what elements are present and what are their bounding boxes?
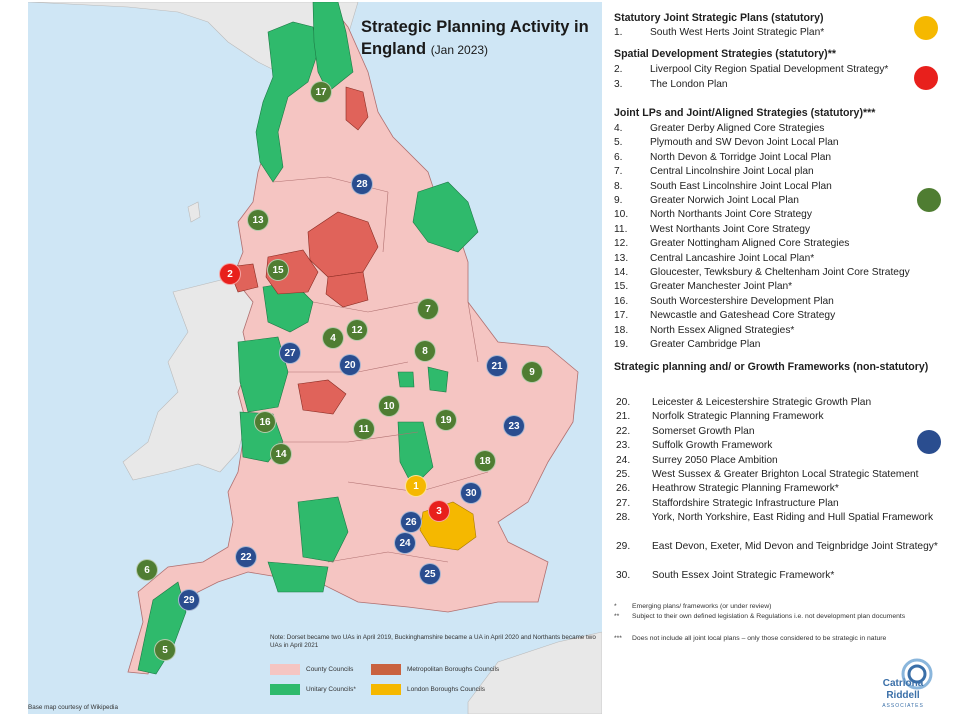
- map-title-main: Strategic Planning Activity in England: [361, 18, 589, 58]
- list-item: [616, 439, 956, 453]
- map-marker: 11: [353, 418, 375, 440]
- list-item-text: Greater Norwich Joint Local Plan: [650, 195, 799, 206]
- map-marker: 4: [322, 327, 344, 349]
- key-dot-green: [917, 188, 941, 212]
- list-item-text: South Essex Joint Strategic Framework*: [652, 569, 835, 581]
- map-marker: 29: [178, 589, 200, 611]
- list-item: [614, 208, 954, 222]
- key-dot-yellow: [914, 16, 938, 40]
- list-item-num: 24.: [616, 454, 631, 466]
- list-item-num: 22.: [616, 425, 631, 437]
- list-item-text: East Devon, Exeter, Mid Devon and Teignbridge Joint Strategy*: [652, 541, 938, 552]
- legend-unitary: [270, 684, 356, 695]
- wales-landmass: [123, 277, 253, 480]
- map-marker: 15: [267, 259, 289, 281]
- list-item: [616, 425, 956, 439]
- list-item-num: 26.: [616, 483, 631, 495]
- company-logo: [857, 656, 949, 718]
- map-title: [361, 16, 593, 61]
- footnote-mark: ***: [614, 635, 622, 642]
- map-marker: 10: [378, 395, 400, 417]
- list-item: [614, 26, 914, 40]
- list-item-num: 17.: [614, 310, 629, 322]
- list-item: [614, 165, 954, 179]
- list-item-text: Greater Manchester Joint Plan*: [650, 281, 793, 293]
- list-item-text: North Northants Joint Core Strategy: [650, 209, 812, 221]
- legend-swatch-unitary: [270, 684, 300, 695]
- map-panel: [28, 2, 602, 714]
- map-marker: 25: [419, 563, 441, 585]
- map-marker: 1: [405, 475, 427, 497]
- list-item: [616, 396, 956, 410]
- map-marker: 16: [254, 411, 276, 433]
- isle-of-man: [188, 202, 200, 222]
- list-item: [616, 468, 956, 482]
- legend-swatch-london: [371, 684, 401, 695]
- list-item-text: South West Herts Joint Strategic Plan*: [650, 27, 825, 38]
- list-item-num: 11.: [614, 223, 628, 235]
- list-item-text: Greater Derby Aligned Core Strategies: [650, 123, 825, 134]
- list-item-num: 12.: [614, 238, 629, 250]
- list-item-text: Staffordshire Strategic Infrastructure Plan: [652, 497, 839, 509]
- list-item-text: York, North Yorkshire, East Riding and Hull Spatial Framework: [652, 512, 934, 524]
- list-item-num: 1.: [614, 27, 623, 38]
- list-item: [614, 252, 954, 266]
- list-item: [616, 410, 956, 424]
- list-item-text: Newcastle and Gateshead Core Strategy: [650, 310, 836, 322]
- list-item-num: 18.: [614, 324, 629, 336]
- footnote-text: Subject to their own defined legislation & Regulations i.e. not development plan documents: [632, 613, 906, 620]
- map-marker: 6: [136, 559, 158, 581]
- list-item-text: West Sussex & Greater Brighton Local Strategic Statement: [652, 469, 919, 480]
- logo-line3: ASSOCIATES: [882, 703, 924, 709]
- section-title-sds: Spatial Development Strategies (statutory)**: [614, 48, 836, 60]
- map-marker: 12: [346, 319, 368, 341]
- map-marker: 19: [435, 409, 457, 431]
- list-item-num: 28.: [616, 512, 631, 524]
- unitary-rutland: [398, 372, 414, 387]
- list-item-text: Central Lancashire Joint Local Plan*: [650, 252, 815, 264]
- list-item: [616, 497, 956, 511]
- list-item: [614, 266, 954, 280]
- list-item-num: 7.: [614, 166, 623, 178]
- england-map: [28, 2, 602, 714]
- list-item: [616, 482, 956, 496]
- list-item-num: 13.: [614, 252, 629, 264]
- list-item-text: Central Lincolnshire Joint Local plan: [650, 166, 814, 178]
- map-marker: 13: [247, 209, 269, 231]
- legend-label-metropolitan: Metropolitan Boroughs Councils: [407, 666, 500, 673]
- list-item: [614, 194, 954, 208]
- list-item-num: 8.: [614, 180, 623, 192]
- map-marker: 3: [428, 500, 450, 522]
- map-marker: 22: [235, 546, 257, 568]
- footnote-1: [614, 602, 944, 611]
- legend-metropolitan: [371, 664, 499, 675]
- list-item-num: 3.: [614, 79, 623, 90]
- key-dot-blue: [917, 430, 941, 454]
- list-item-text: Somerset Growth Plan: [652, 425, 755, 437]
- list-item-text: Norfolk Strategic Planning Framework: [652, 411, 824, 423]
- list-item: [614, 338, 954, 352]
- unitary-dorset: [268, 562, 328, 592]
- map-marker: 21: [486, 355, 508, 377]
- list-item-text: West Northants Joint Core Strategy: [650, 223, 811, 235]
- map-marker: 14: [270, 443, 292, 465]
- list-item: [614, 136, 954, 150]
- list-item: [616, 540, 956, 554]
- list-item: [614, 63, 914, 77]
- section-title-strategic: Strategic planning and/ or Growth Frameworks (non-statutory): [614, 361, 929, 373]
- list-item-num: 23.: [616, 440, 631, 452]
- list-item-num: 21.: [616, 411, 631, 423]
- list-item: [614, 309, 954, 323]
- legend-swatch-metropolitan: [371, 664, 401, 675]
- list-item: [614, 324, 954, 338]
- logo-line2: Riddell: [886, 690, 920, 701]
- list-item-text: Gloucester, Tewksbury & Cheltenham Joint Core Strategy: [650, 267, 910, 278]
- list-item-num: 30.: [616, 569, 631, 581]
- list-item: [614, 151, 954, 165]
- list-item-text: Suffolk Growth Framework: [652, 440, 773, 452]
- map-marker: 24: [394, 532, 416, 554]
- legend-label-unitary: Unitary Councils*: [306, 686, 356, 693]
- footnote-mark: *: [614, 603, 617, 610]
- list-item-num: 15.: [614, 281, 629, 293]
- legend-label-london: London Boroughs Councils: [407, 686, 486, 693]
- legend-london: [371, 684, 485, 695]
- list-item-num: 2.: [614, 64, 623, 75]
- map-marker: 18: [474, 450, 496, 472]
- map-marker: 28: [351, 173, 373, 195]
- list-item-num: 25.: [616, 469, 631, 480]
- map-marker: 17: [310, 81, 332, 103]
- list-item-text: The London Plan: [650, 79, 728, 90]
- list-item-text: Heathrow Strategic Planning Framework*: [652, 483, 839, 495]
- logo-line1: Catriona: [882, 678, 924, 689]
- section-title-joint-lps: Joint LPs and Joint/Aligned Strategies (statutory)***: [614, 107, 876, 119]
- footnote-text: Does not include all joint local plans – only those considered to be strategic in nature: [632, 635, 887, 642]
- list-item-text: Leicester & Leicestershire Strategic Growth Plan: [652, 397, 872, 408]
- list-item-text: North Devon & Torridge Joint Local Plan: [650, 151, 832, 163]
- key-dot-red: [914, 66, 938, 90]
- list-item: [614, 280, 954, 294]
- map-title-date: (Jan 2023): [430, 43, 489, 57]
- list-item: [614, 237, 954, 251]
- list-item: [616, 454, 956, 468]
- legend-label-county: County Councils: [306, 666, 354, 673]
- map-marker: 20: [339, 354, 361, 376]
- section-title-statutory-jsp: Statutory Joint Strategic Plans (statutory): [614, 12, 824, 24]
- list-item-text: Plymouth and SW Devon Joint Local Plan: [650, 137, 839, 149]
- list-item-text: Greater Nottingham Aligned Core Strategies: [650, 238, 850, 250]
- list-item: [616, 569, 956, 583]
- list-item-num: 27.: [616, 497, 631, 509]
- map-marker: 23: [503, 415, 525, 437]
- map-marker: 7: [417, 298, 439, 320]
- footnote-mark: **: [614, 613, 620, 620]
- list-item-num: 29.: [616, 541, 631, 552]
- list-item: [616, 511, 956, 525]
- list-item-num: 14.: [614, 267, 629, 278]
- base-map-credit: Base map courtesy of Wikipedia: [28, 704, 118, 711]
- list-item-text: Surrey 2050 Place Ambition: [652, 454, 778, 466]
- plans-key-panel: [608, 0, 960, 720]
- list-item-num: 5.: [614, 137, 623, 149]
- footnote-text: Emerging plans/ frameworks (or under review): [632, 603, 772, 610]
- map-marker: 9: [521, 361, 543, 383]
- legend-county: [270, 664, 353, 675]
- list-item-text: South Worcestershire Development Plan: [650, 295, 834, 307]
- list-item-num: 19.: [614, 339, 629, 350]
- footnote-2: [614, 612, 944, 621]
- map-marker: 27: [279, 342, 301, 364]
- map-marker: 2: [219, 263, 241, 285]
- list-item: [614, 122, 954, 136]
- map-marker: 26: [400, 511, 422, 533]
- footnote-3: [614, 634, 944, 643]
- list-item-num: 20.: [616, 397, 631, 408]
- map-marker: 8: [414, 340, 436, 362]
- map-marker: 30: [460, 482, 482, 504]
- map-note: Note: Dorset became two UAs in April 2019, Buckinghamshire became a UA in April 2020 and Northants became two UAs in April 2021: [270, 634, 596, 650]
- list-item: [614, 180, 954, 194]
- list-item-text: Liverpool City Region Spatial Development Strategy*: [650, 64, 889, 75]
- map-marker: 5: [154, 639, 176, 661]
- list-item-num: 6.: [614, 151, 623, 163]
- list-item: [614, 223, 954, 237]
- list-item-text: South East Lincolnshire Joint Local Plan: [650, 180, 832, 192]
- list-item-num: 9.: [614, 195, 623, 206]
- list-item-num: 16.: [614, 295, 629, 307]
- list-item: [614, 78, 914, 92]
- legend-swatch-county: [270, 664, 300, 675]
- list-item-text: Greater Cambridge Plan: [650, 339, 761, 350]
- list-item: [614, 295, 954, 309]
- list-item-num: 4.: [614, 123, 623, 134]
- list-item-text: North Essex Aligned Strategies*: [650, 324, 795, 336]
- list-item-num: 10.: [614, 209, 629, 221]
